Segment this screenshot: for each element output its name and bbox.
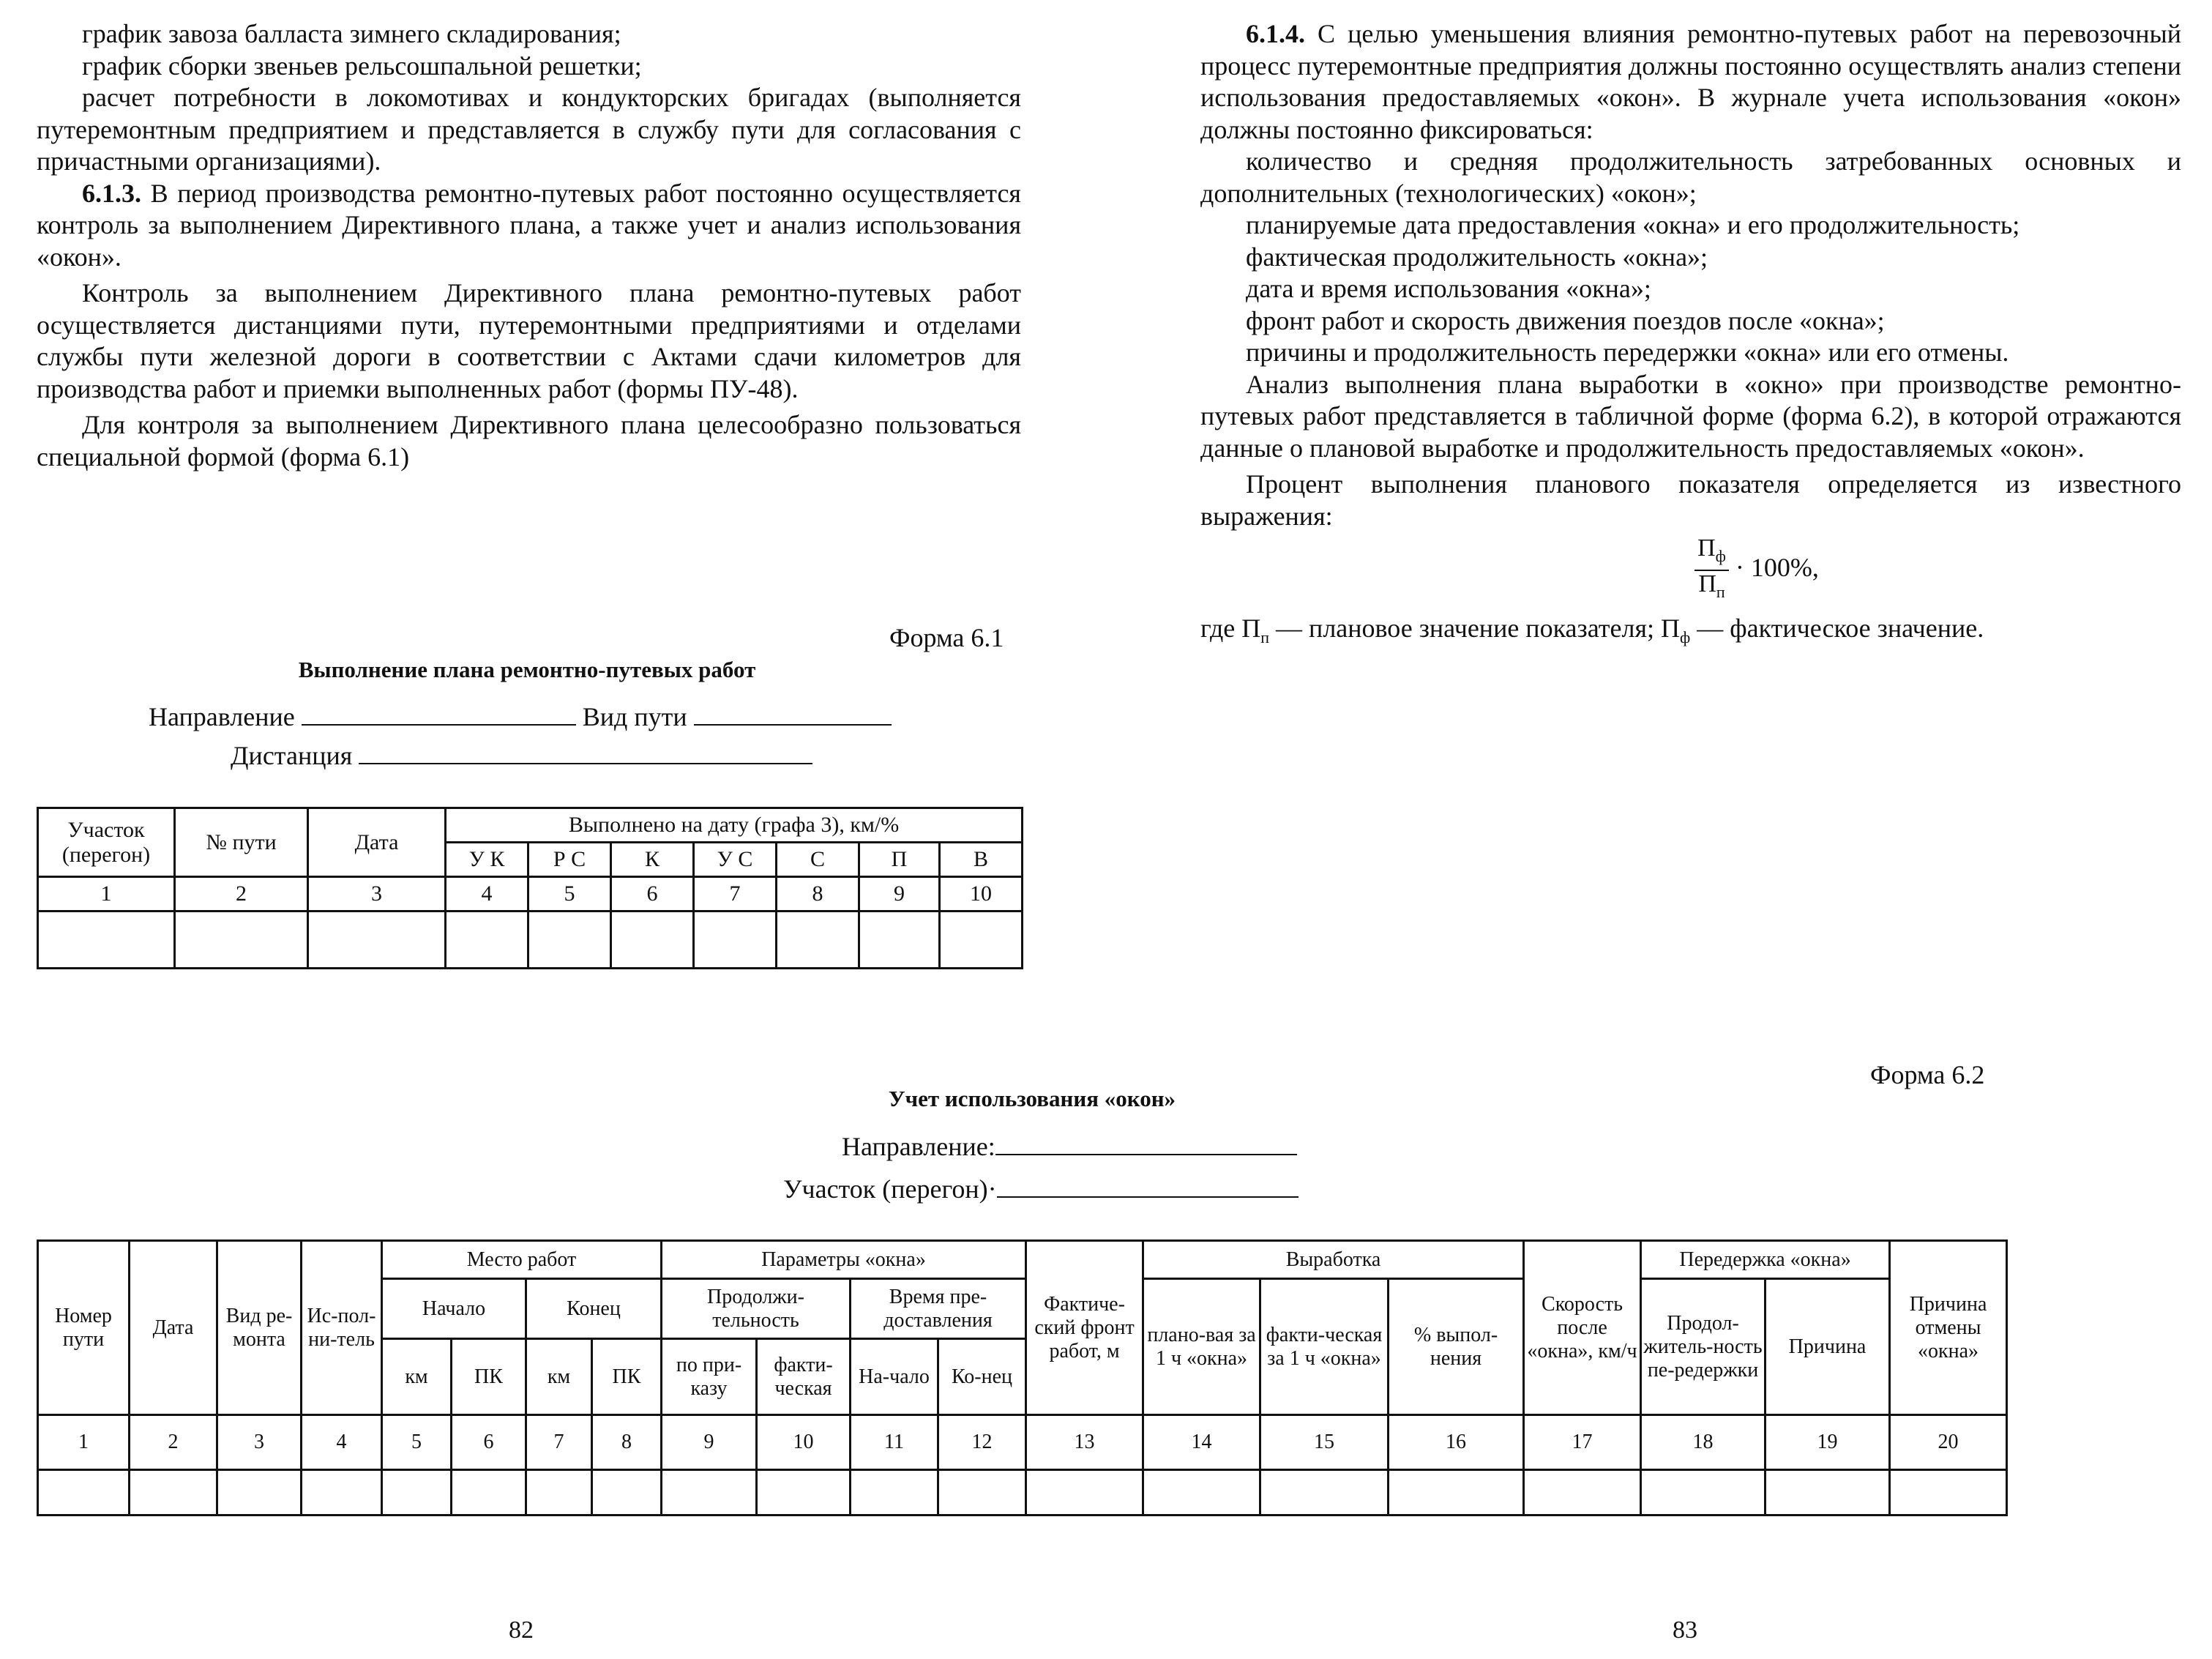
header-km: км xyxy=(382,1339,452,1415)
header-fact-hour: факти-ческая за 1 ч «окна» xyxy=(1260,1279,1389,1415)
table-row xyxy=(38,1470,2007,1516)
formula-symbol: П xyxy=(1698,570,1716,597)
col-number: 4 xyxy=(446,877,528,911)
right-column xyxy=(1200,18,2181,653)
formula-subscript: п xyxy=(1716,582,1725,601)
empty-cell xyxy=(308,911,446,969)
left-column xyxy=(37,18,1021,473)
header-cancel: Причина отмены «окна» xyxy=(1890,1241,2007,1415)
formula xyxy=(1332,535,2181,605)
col-number: 10 xyxy=(940,877,1023,911)
direction-blank xyxy=(302,699,576,726)
section-number: 6.1.4. xyxy=(1246,19,1305,48)
col-number: 1 xyxy=(38,877,175,911)
header-done: Выполнено на дату (графа 3), км/% xyxy=(446,808,1023,843)
formula-legend xyxy=(1200,613,2181,654)
empty-cell xyxy=(1260,1470,1389,1516)
header-place: Место работ xyxy=(382,1241,662,1279)
section-line xyxy=(783,1171,1299,1204)
distance-blank xyxy=(359,738,812,764)
empty-cell xyxy=(938,1470,1026,1516)
legend-text: где П xyxy=(1200,613,1261,643)
col-number: 14 xyxy=(1143,1415,1260,1470)
paragraph-special-form: Для контроля за выполнением Директивного плана целесообразно пользоваться специальной формой (форма 6.1) xyxy=(37,410,1021,471)
header-start: Начало xyxy=(382,1279,526,1339)
header-end: Конец xyxy=(526,1279,662,1339)
empty-cell xyxy=(382,1470,452,1516)
formula-symbol: П xyxy=(1697,534,1716,562)
header-pk: ПК xyxy=(592,1339,662,1415)
empty-cell xyxy=(777,911,859,969)
col-number: 13 xyxy=(1026,1415,1143,1470)
empty-cell xyxy=(130,1470,217,1516)
col-number: 16 xyxy=(1389,1415,1524,1470)
legend-subscript: п xyxy=(1260,627,1270,646)
col-number: 12 xyxy=(938,1415,1026,1470)
header-speed: Скорость после «окна», км/ч xyxy=(1524,1241,1641,1415)
list-item: фронт работ и скорость движения поездов после «окна»; xyxy=(1246,305,1885,335)
col-number: 6 xyxy=(452,1415,526,1470)
page-number-left: 82 xyxy=(509,1617,534,1644)
header-rs: Р С xyxy=(528,843,611,877)
col-number: 11 xyxy=(851,1415,938,1470)
empty-cell xyxy=(611,911,694,969)
legend-subscript: ф xyxy=(1680,627,1691,646)
header-actual: факти-ческая xyxy=(757,1339,851,1415)
col-number: 6 xyxy=(611,877,694,911)
formula-tail: · 100%, xyxy=(1728,553,1819,583)
empty-cell xyxy=(694,911,777,969)
paragraph-text: С целью уменьшения влияния ремонтно-путевых работ на перевозочный процесс путеремонтные предприятия должны постоянно осуществлять анализ степени использования предоставляемых «окон». В журнале учета использования «окон» должны постоянно фиксироваться: xyxy=(1200,19,2181,144)
header-p: П xyxy=(859,843,940,877)
empty-cell xyxy=(662,1470,757,1516)
paragraph-analysis: Анализ выполнения плана выработки в «окно» при производстве ремонтно-путевых работ представляется в табличной форме (форма 6.2), в которой отражаются данные о плановой выработке и продолжительность предоставляемых «окон». xyxy=(1200,369,2181,463)
empty-cell xyxy=(452,1470,526,1516)
empty-cell xyxy=(526,1470,592,1516)
header-pct: % выпол-нения xyxy=(1389,1279,1524,1415)
empty-cell xyxy=(38,1470,130,1516)
direction-label: Направление: xyxy=(842,1132,995,1161)
empty-cell xyxy=(446,911,528,969)
empty-cell xyxy=(592,1470,662,1516)
col-number: 7 xyxy=(694,877,777,911)
header-duration: Продолжи-тельность xyxy=(662,1279,851,1339)
col-number: 15 xyxy=(1260,1415,1389,1470)
list-item: планируемые дата предоставления «окна» и его продолжительность; xyxy=(1246,210,2020,239)
paragraph-text: В период производства ремонтно-путевых работ постоянно осуществляется контроль за выполнением Директивного плана, а также учет и анализ использования «окон». xyxy=(37,178,1021,272)
formula-denominator xyxy=(1695,571,1729,605)
col-number: 4 xyxy=(302,1415,382,1470)
col-number: 18 xyxy=(1641,1415,1766,1470)
distance-label: Дистанция xyxy=(231,741,353,770)
paragraph-percent: Процент выполнения планового показателя определяется из известного выражения: xyxy=(1200,469,2181,531)
header-overrun-duration: Продол-житель-ность пе-редержки xyxy=(1641,1279,1766,1415)
header-params: Параметры «окна» xyxy=(662,1241,1026,1279)
form-6-1-table xyxy=(37,807,1023,969)
header-pk: ПК xyxy=(452,1339,526,1415)
header-overrun: Передержка «окна» xyxy=(1641,1241,1890,1279)
col-number: 8 xyxy=(777,877,859,911)
form-6-2-table xyxy=(37,1239,2008,1516)
header-track: № пути xyxy=(175,808,308,877)
track-type-blank xyxy=(694,699,892,726)
empty-cell xyxy=(940,911,1023,969)
header-time-start: На-чало xyxy=(851,1339,938,1415)
col-number: 8 xyxy=(592,1415,662,1470)
section-blank xyxy=(997,1171,1299,1198)
col-number: 1 xyxy=(38,1415,130,1470)
header-us: У С xyxy=(694,843,777,877)
col-number: 2 xyxy=(130,1415,217,1470)
form-6-2-label: Форма 6.2 xyxy=(1870,1060,1985,1089)
col-number: 7 xyxy=(526,1415,592,1470)
empty-cell xyxy=(217,1470,302,1516)
table-row xyxy=(38,911,1023,969)
empty-cell xyxy=(38,911,175,969)
empty-cell xyxy=(302,1470,382,1516)
header-s: С xyxy=(777,843,859,877)
col-number: 3 xyxy=(217,1415,302,1470)
form-6-2-title: Учет использования «окон» xyxy=(888,1086,1176,1111)
header-plan-hour: плано-вая за 1 ч «окна» xyxy=(1143,1279,1260,1415)
formula-fraction xyxy=(1695,535,1729,605)
col-number: 5 xyxy=(528,877,611,911)
empty-cell xyxy=(1524,1470,1641,1516)
header-k: К xyxy=(611,843,694,877)
list-item: дата и время использования «окна»; xyxy=(1246,274,1651,303)
col-number: 2 xyxy=(175,877,308,911)
list-item: причины и продолжительность передержки «окна» или его отмены. xyxy=(1246,338,2009,367)
list-item: график завоза балласта зимнего складирования; xyxy=(82,19,621,48)
legend-text: — плановое значение показателя; П xyxy=(1269,613,1680,643)
header-time-end: Ко-нец xyxy=(938,1339,1026,1415)
col-number: 5 xyxy=(382,1415,452,1470)
direction-blank xyxy=(995,1129,1297,1155)
empty-cell xyxy=(1890,1470,2007,1516)
form-6-1-label: Форма 6.1 xyxy=(889,623,1004,652)
header-time: Время пре-доставления xyxy=(851,1279,1026,1339)
empty-cell xyxy=(1766,1470,1890,1516)
empty-cell xyxy=(528,911,611,969)
empty-cell xyxy=(851,1470,938,1516)
distance-line xyxy=(231,738,812,771)
paragraph-6-1-3 xyxy=(37,178,1021,274)
header-uk: У К xyxy=(446,843,528,877)
empty-cell xyxy=(1641,1470,1766,1516)
header-front: Фактиче-ский фронт работ, м xyxy=(1026,1241,1143,1415)
header-by-order: по при-казу xyxy=(662,1339,757,1415)
header-repair-type: Вид ре-монта xyxy=(217,1241,302,1415)
empty-cell xyxy=(1389,1470,1524,1516)
header-output: Выработка xyxy=(1143,1241,1524,1279)
empty-cell xyxy=(757,1470,851,1516)
track-type-label: Вид пути xyxy=(582,702,687,731)
header-v: В xyxy=(940,843,1023,877)
paragraph-control: Контроль за выполнением Директивного плана ремонтно-путевых работ осуществляется дистанциями пути, путеремонтными предприятиями и отделами службы пути железной дороги в соответствии с Актами сдачи километров для производства работ и приемки выполненных работ (формы ПУ-48). xyxy=(37,278,1021,403)
direction-line-2 xyxy=(842,1129,1297,1162)
col-number: 9 xyxy=(859,877,940,911)
list-item: расчет потребности в локомотивах и кондукторских бригадах (выполняется путеремонтным предприятием и представляется в службу пути для согласования с причастными организациями). xyxy=(37,83,1021,176)
section-label: Участок (перегон)· xyxy=(783,1174,997,1204)
col-number: 20 xyxy=(1890,1415,2007,1470)
header-section: Участок (перегон) xyxy=(38,808,175,877)
empty-cell xyxy=(175,911,308,969)
direction-label: Направление xyxy=(149,702,295,731)
col-number: 10 xyxy=(757,1415,851,1470)
col-number: 19 xyxy=(1766,1415,1890,1470)
header-reason: Причина xyxy=(1766,1279,1890,1415)
formula-numerator xyxy=(1695,535,1729,571)
empty-cell xyxy=(1143,1470,1260,1516)
formula-subscript: ф xyxy=(1715,546,1726,565)
list-item: график сборки звеньев рельсошпальной решетки; xyxy=(82,51,642,81)
header-date: Дата xyxy=(130,1241,217,1415)
section-number: 6.1.3. xyxy=(82,178,141,208)
header-date: Дата xyxy=(308,808,446,877)
legend-text: — фактическое значение. xyxy=(1690,613,1984,643)
col-number: 17 xyxy=(1524,1415,1641,1470)
list-item: фактическая продолжительность «окна»; xyxy=(1246,242,1708,272)
form-6-1-title: Выполнение плана ремонтно-путевых работ xyxy=(298,657,756,682)
col-number: 9 xyxy=(662,1415,757,1470)
empty-cell xyxy=(1026,1470,1143,1516)
empty-cell xyxy=(859,911,940,969)
header-track-no: Номер пути xyxy=(38,1241,130,1415)
header-km: км xyxy=(526,1339,592,1415)
direction-line xyxy=(149,699,892,732)
list-item: количество и средняя продолжительность затребованных основных и дополнительных (технологических) «окон»; xyxy=(1200,146,2181,208)
col-number: 3 xyxy=(308,877,446,911)
paragraph-6-1-4 xyxy=(1200,18,2181,146)
page-number-right: 83 xyxy=(1673,1617,1697,1644)
header-executor: Ис-пол-ни-тель xyxy=(302,1241,382,1415)
